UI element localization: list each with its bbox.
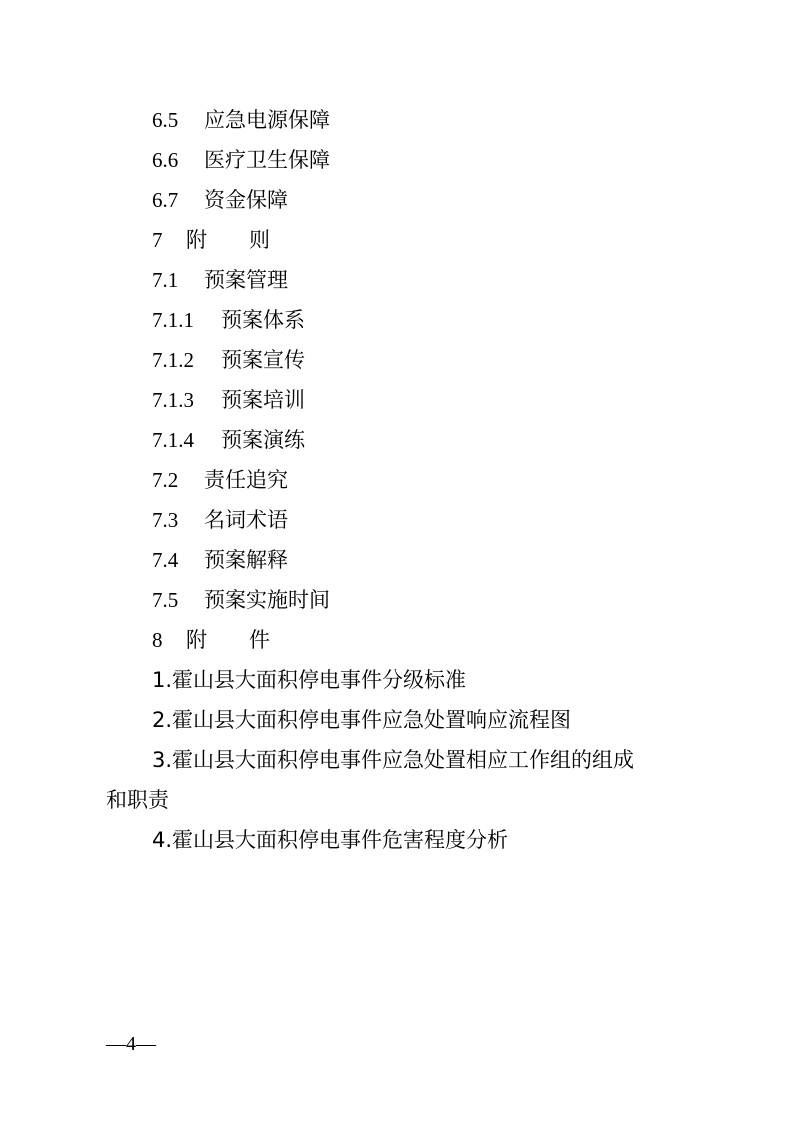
attachment-text: 4.霍山县大面积停电事件危害程度分析 xyxy=(152,828,509,852)
attachment-text: 1.霍山县大面积停电事件分级标准 xyxy=(152,668,467,692)
toc-title: 预案管理 xyxy=(204,268,288,292)
toc-title: 预案宣传 xyxy=(221,348,305,372)
toc-entry xyxy=(152,620,270,660)
toc-number: 7.1.3 xyxy=(152,388,194,412)
toc-entry xyxy=(152,340,305,380)
toc-number: 6.7 xyxy=(152,188,179,212)
attachment-text: 3.霍山县大面积停电事件应急处置相应工作组的组成 xyxy=(152,748,635,772)
toc-entry xyxy=(152,580,330,620)
toc-number: 7 xyxy=(152,228,163,252)
toc-entry xyxy=(152,140,330,180)
toc-title: 预案体系 xyxy=(221,308,305,332)
toc-number: 8 xyxy=(152,628,163,652)
toc-number: 7.1.4 xyxy=(152,428,194,452)
toc-number: 7.1.1 xyxy=(152,308,194,332)
toc-entry xyxy=(152,540,288,580)
toc-title: 应急电源保障 xyxy=(204,108,330,132)
toc-number: 7.1.2 xyxy=(152,348,194,372)
toc-entry xyxy=(152,100,330,140)
toc-entry xyxy=(152,220,270,260)
toc-title: 预案解释 xyxy=(204,548,288,572)
toc-title: 预案演练 xyxy=(221,428,305,452)
attachment-item xyxy=(152,660,466,700)
toc-number: 6.5 xyxy=(152,108,179,132)
toc-entry xyxy=(152,500,288,540)
toc-title: 附 件 xyxy=(186,628,270,652)
attachment-item xyxy=(152,700,571,740)
toc-number: 7.4 xyxy=(152,548,179,572)
toc-title: 医疗卫生保障 xyxy=(204,148,330,172)
toc-number: 7.5 xyxy=(152,588,179,612)
toc-number: 7.3 xyxy=(152,508,179,532)
toc-title: 预案培训 xyxy=(221,388,305,412)
attachment-text: 和职责 xyxy=(106,788,169,812)
attachment-item xyxy=(152,820,508,860)
toc-number: 7.1 xyxy=(152,268,179,292)
page-number: —4— xyxy=(106,1033,156,1055)
toc-title: 名词术语 xyxy=(204,508,288,532)
toc-number: 6.6 xyxy=(152,148,179,172)
attachment-text: 2.霍山县大面积停电事件应急处置响应流程图 xyxy=(152,708,572,732)
toc-title: 预案实施时间 xyxy=(204,588,330,612)
toc-entry xyxy=(152,460,288,500)
toc-entry xyxy=(152,300,305,340)
attachment-item xyxy=(152,740,634,780)
toc-entry xyxy=(152,180,288,220)
attachment-item-continuation xyxy=(106,780,169,820)
toc-title: 附 则 xyxy=(186,228,270,252)
toc-entry xyxy=(152,420,305,460)
toc-entry xyxy=(152,260,288,300)
toc-title: 责任追究 xyxy=(204,468,288,492)
toc-number: 7.2 xyxy=(152,468,179,492)
toc-title: 资金保障 xyxy=(204,188,288,212)
toc-entry xyxy=(152,380,305,420)
